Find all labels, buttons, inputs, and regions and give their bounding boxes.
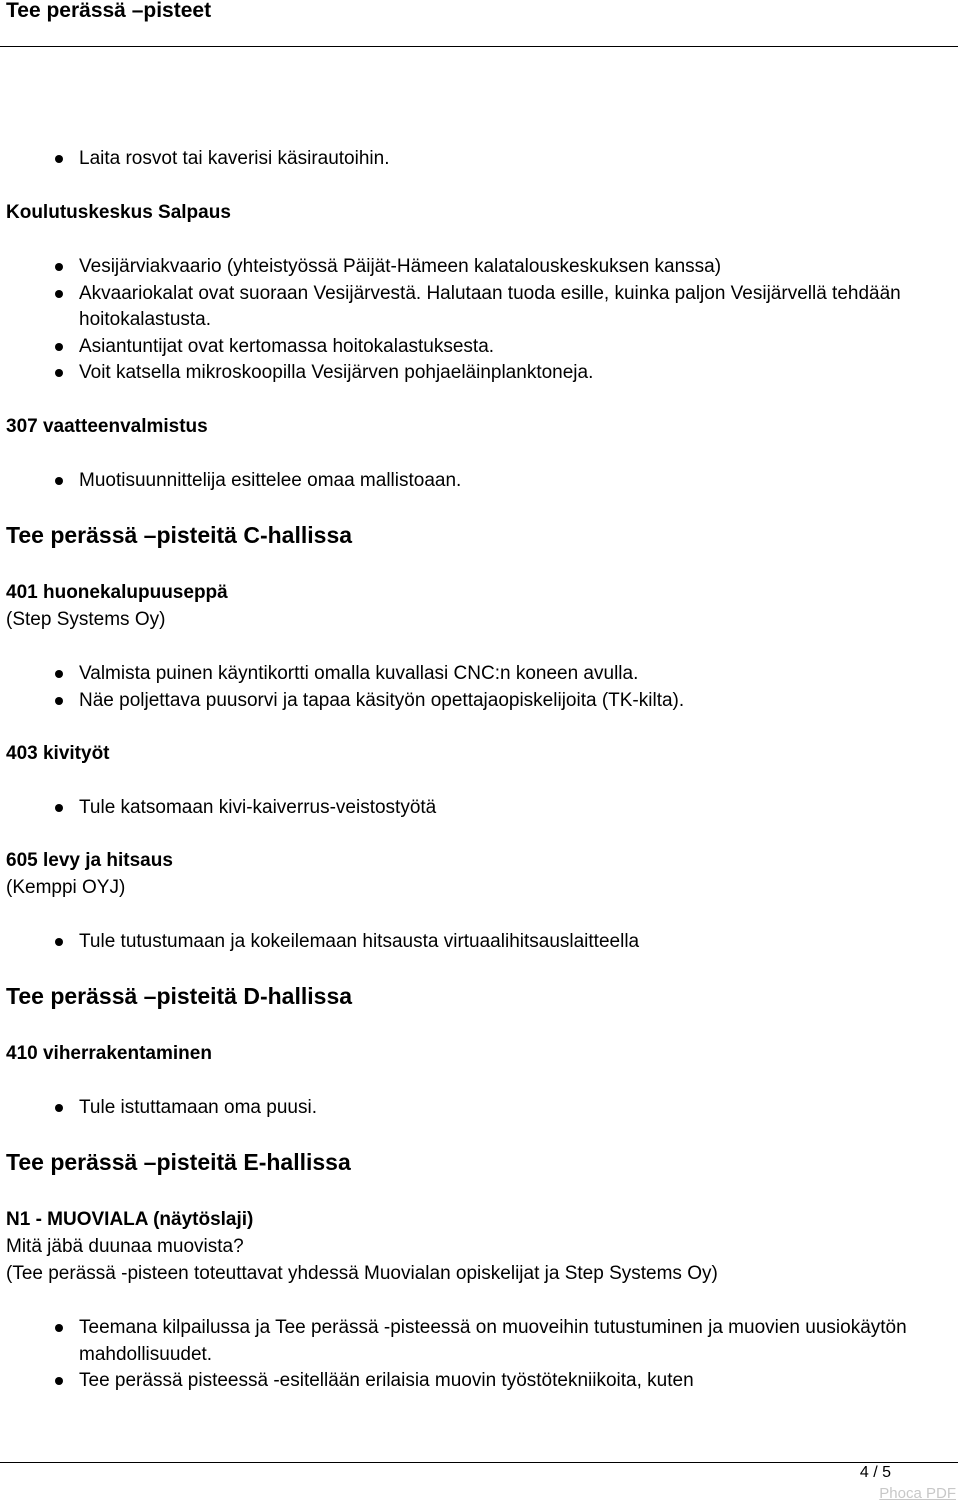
e-hall-heading: Tee perässä –pisteitä E-hallissa (6, 1149, 351, 1175)
d-hall-heading: Tee perässä –pisteitä D-hallissa (6, 983, 353, 1009)
huonekalu-company: (Step Systems Oy) (6, 609, 166, 630)
hitsaus-list (0, 929, 949, 956)
header-divider (0, 46, 958, 47)
huonekalu-heading: 401 huonekalupuuseppä (6, 582, 228, 603)
list-item: Tule tutustumaan ja kokeilemaan hitsausta virtuaalihitsauslaitteella (0, 929, 949, 956)
list-item: Tule katsomaan kivi-kaiverrus-veistostyötä (0, 795, 949, 822)
muoviala-heading: N1 - MUOVIALA (näytöslaji) (6, 1209, 254, 1230)
kivityot-list (0, 795, 949, 822)
muoviala-question: Mitä jäbä duunaa muovista? (6, 1236, 244, 1257)
viher-heading: 410 viherrakentaminen (6, 1043, 212, 1064)
page-number: 4 / 5 (859, 1464, 891, 1481)
viher-list (0, 1095, 949, 1122)
vaatteenvalmistus-list (0, 468, 949, 495)
hitsaus-company: (Kemppi OYJ) (6, 877, 126, 898)
list-item: Tee perässä pisteessä -esitellään erilaisia muovin työstötekniikoita, kuten (0, 1368, 949, 1395)
list-item: Muotisuunnittelija esittelee omaa mallistoaan. (0, 468, 949, 495)
list-item: Näe poljettava puusorvi ja tapaa käsityön opettajaopiskelijoita (TK-kilta). (0, 688, 949, 715)
huonekalu-list (0, 661, 949, 714)
page-header-title: Tee perässä –pisteet (6, 0, 212, 22)
salpaus-heading: Koulutuskeskus Salpaus (6, 202, 231, 223)
muoviala-list (0, 1315, 949, 1395)
list-item: Valmista puinen käyntikortti omalla kuvallasi CNC:n koneen avulla. (0, 661, 949, 688)
list-item: Voit katsella mikroskoopilla Vesijärven pohjaeläinplanktoneja. (0, 360, 949, 387)
list-item: Laita rosvot tai kaverisi käsirautoihin. (0, 146, 949, 173)
list-item: Tule istuttamaan oma puusi. (0, 1095, 949, 1122)
intro-list (0, 146, 949, 173)
hitsaus-heading: 605 levy ja hitsaus (6, 850, 173, 871)
list-item: Teemana kilpailussa ja Tee perässä -pisteessä on muoveihin tutustuminen ja muovien uusiokäytön mahdollisuudet. (0, 1315, 949, 1368)
list-item: Asiantuntijat ovat kertomassa hoitokalastuksesta. (0, 334, 949, 361)
footer-divider (0, 1462, 958, 1463)
list-item: Vesijärviakvaario (yhteistyössä Päijät-Hämeen kalatalouskeskuksen kanssa) (0, 254, 949, 281)
powered-by-link[interactable]: Phoca PDF (879, 1485, 956, 1502)
vaatteenvalmistus-heading: 307 vaatteenvalmistus (6, 416, 208, 437)
list-item: Akvaariokalat ovat suoraan Vesijärvestä. Halutaan tuoda esille, kuinka paljon Vesijärvellä tehdään hoitokalastusta. (0, 281, 949, 334)
salpaus-list (0, 254, 949, 387)
muoviala-note: (Tee perässä -pisteen toteuttavat yhdessä Muovialan opiskelijat ja Step Systems Oy) (6, 1263, 718, 1284)
c-hall-heading: Tee perässä –pisteitä C-hallissa (6, 522, 353, 548)
kivityot-heading: 403 kivityöt (6, 743, 110, 764)
